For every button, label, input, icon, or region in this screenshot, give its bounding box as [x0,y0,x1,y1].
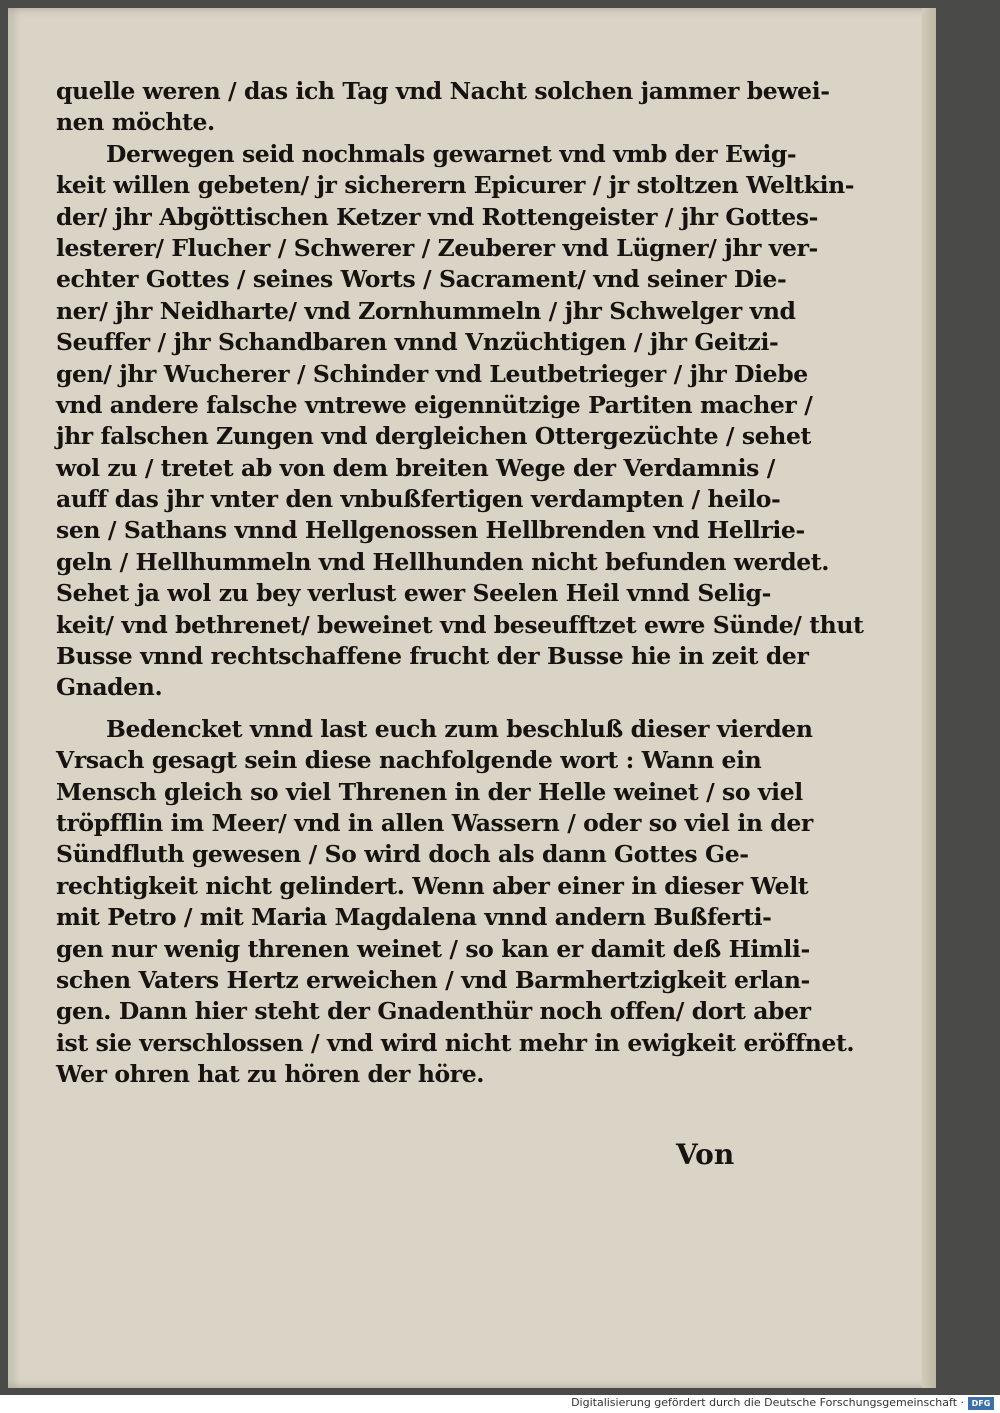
book-page [8,8,936,1388]
text-line: Bedencket vnnd last euch zum beschluß dieser vierden [106,714,813,743]
text-line: Mensch gleich so viel Threnen in der Helle weinet / so viel [56,777,803,806]
text-line: auff das jhr vnter den vnbußfertigen verdampten / heilo- [56,485,781,514]
text-line: gen nur wenig threnen weinet / so kan er damit deß Himli- [56,934,810,963]
paragraph-gap [56,704,776,714]
text-line: wol zu / tretet ab von dem breiten Wege der Verdamnis / [56,453,775,482]
catchword: Von [676,1138,735,1171]
text-line: rechtigkeit nicht gelindert. Wenn aber einer in dieser Welt [56,871,809,900]
text-line: Sehet ja wol zu bey verlust ewer Seelen Heil vnnd Selig- [56,579,771,608]
page-edge-shadow [922,8,936,1388]
text-line: echter Gottes / seines Worts / Sacrament/ vnd seiner Die- [56,265,787,294]
text-line: gen. Dann hier steht der Gnadenthür noch offen/ dort aber [56,997,811,1026]
text-line: schen Vaters Hertz erweichen / vnd Barmhertzigkeit erlan- [56,965,810,994]
paragraph [56,714,855,1091]
paragraph [56,76,830,139]
text-line: ist sie verschlossen / vnd wird nicht mehr in ewigkeit eröffnet. [56,1028,855,1057]
text-line: sen / Sathans vnnd Hellgenossen Hellbrenden vnd Hellrie- [56,516,805,545]
text-line: jhr falschen Zungen vnd dergleichen Ottergezüchte / sehet [56,422,811,451]
text-line: Gnaden. [56,673,163,702]
text-line: geln / Hellhummeln vnd Hellhunden nicht befunden werdet. [56,547,830,576]
paragraph [56,139,864,704]
text-line: Vrsach gesagt sein diese nachfolgende wort : Wann ein [56,746,762,775]
text-line: Busse vnnd rechtschaffene frucht der Busse hie in zeit der [56,642,809,671]
text-line: Derwegen seid nochmals gewarnet vnd vmb der Ewig- [106,139,797,168]
text-line: lesterer/ Flucher / Schwerer / Zeuberer vnd Lügner/ jhr ver- [56,233,818,262]
text-line: keit/ vnd bethrenet/ beweinet vnd beseufftzet ewre Sünde/ thut [56,610,864,639]
text-line: gen/ jhr Wucherer / Schinder vnd Leutbetrieger / jhr Diebe [56,359,808,388]
dfg-logo-icon: DFG [968,1397,994,1410]
text-line: tröpfflin im Meer/ vnd in allen Wassern / oder so viel in der [56,808,813,837]
text-line: Seuffer / jhr Schandbaren vnnd Vnzüchtigen / jhr Geitzi- [56,328,779,357]
page-text [56,76,864,1091]
text-line: der/ jhr Abgöttischen Ketzer vnd Rottengeister / jhr Gottes- [56,202,819,231]
text-line: vnd andere falsche vntrewe eigennützige Partiten macher / [56,390,813,419]
text-line: mit Petro / mit Maria Magdalena vnnd andern Bußferti- [56,903,772,932]
text-line: keit willen gebeten/ jr sicherern Epicurer / jr stoltzen Weltkin- [56,171,855,200]
text-line: nen möchte. [56,108,215,137]
text-line: Wer ohren hat zu hören der höre. [56,1060,485,1089]
text-line: quelle weren / das ich Tag vnd Nacht solchen jammer bewei- [56,77,830,105]
text-line: ner/ jhr Neidharte/ vnd Zornhummeln / jhr Schwelger vnd [56,296,796,325]
text-line: Sündfluth gewesen / So wird doch als dann Gottes Ge- [56,840,749,869]
digitization-footer [0,1395,1000,1413]
funding-credit: Digitalisierung gefördert durch die Deutsche Forschungsgemeinschaft · [571,1396,964,1409]
